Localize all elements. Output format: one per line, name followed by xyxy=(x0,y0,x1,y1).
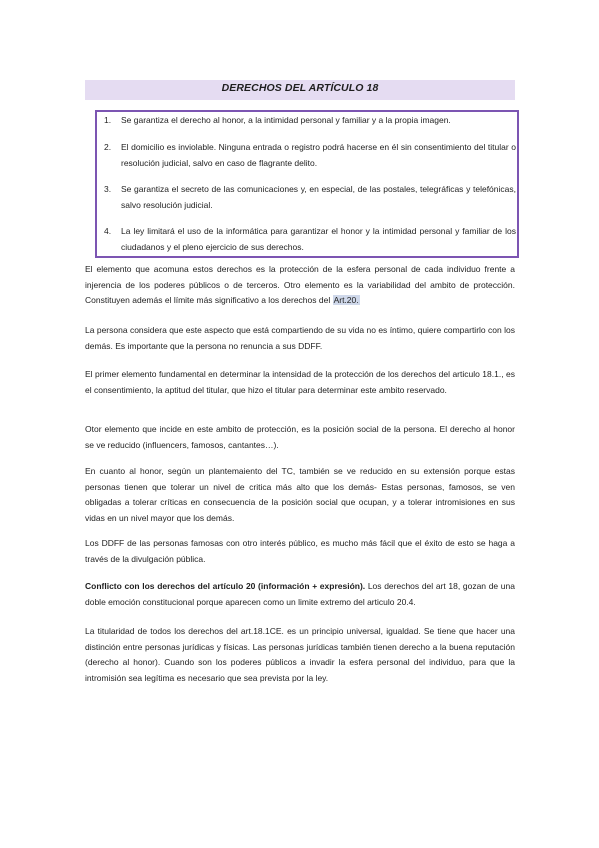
conflict-heading: Conflicto con los derechos del artículo 20 (información + expresión). xyxy=(85,581,366,591)
paragraph-social-position: Otor elemento que incide en este ambito de protección, es la posición social de la persona. El derecho al honor se ve reducido (influencers, famosos, cantantes…). xyxy=(85,424,515,450)
paragraph-consent: El primer elemento fundamental en determinar la intensidad de la protección de los derechos del articulo 18.1., es el consentimiento, la aptitud del titular, que hizo el titular para determinar este ambito reservado. xyxy=(85,369,515,395)
paragraph-honor: En cuanto al honor, según un plantemaiento del TC, también se ve reducido en su extensión porque estas personas tienen que tolerar un nivel de critica más alto que los demás- Estas personas, famosos, se ven obligadas a tolerar críticas en consecuencia de la posición social que ocupan, y a tolerar intromisiones en sus vidas en un nivel mayor que los demás. xyxy=(85,466,515,523)
list-item-text: El domicilio es inviolable. Ninguna entrada o registro podrá hacerse en él sin consentimiento del titular o resolución judicial, salvo en caso de flagrante delito. xyxy=(121,142,516,168)
list-item-number: 3. xyxy=(104,184,112,194)
conflict-text: Los derechos del art 18, gozan de una doble emoción constitucional porque aparecen como un limite extremo del articulo 20.4. xyxy=(85,581,515,607)
paragraph-common-element xyxy=(85,262,515,309)
page-title: DERECHOS DEL ARTÍCULO 18 xyxy=(221,82,379,94)
list-item-number: 4. xyxy=(104,226,112,236)
paragraph-sharing: La persona considera que este aspecto que está compartiendo de su vida no es íntimo, quiere compartirlo con los demás. Es importante que la persona no renuncia a sus DDFF. xyxy=(85,325,515,351)
list-item-text: Se garantiza el secreto de las comunicaciones y, en especial, de las postales, telegráficas y telefónicas, salvo resolución judicial. xyxy=(121,184,516,210)
paragraph-conflict xyxy=(85,579,515,610)
list-item-text: Se garantiza el derecho al honor, a la intimidad personal y familiar y a la propia imagen. xyxy=(121,115,451,125)
paragraph-ownership: La titularidad de todos los derechos del art.18.1CE. es un principio universal, igualdad. Se tiene que hacer una distinción entre personas jurídicas y físicas. Las personas jurídicas también tienen derecho a la buena reputación (derecho al honor). Cuando son los poderes públicos a invadir la esfera personal del individuo, para que la intromisión sea legítima es necesario que sea prevista por la ley. xyxy=(85,626,515,683)
list-item-text: La ley limitará el uso de la informática para garantizar el honor y la intimidad personal y familiar de los ciudadanos y el pleno ejercicio de sus derechos. xyxy=(121,226,516,252)
list-item-number: 1. xyxy=(104,115,112,125)
list-item-number: 2. xyxy=(104,142,112,152)
highlighted-reference: Art.20. xyxy=(333,295,359,306)
paragraph-text: El elemento que acomuna estos derechos es la protección de la esfera personal de cada individuo frente a injerencia de los poderes públicos o de terceros. Otro elemento es la variabilidad del ambito de protección. Constituyen además el límite más significativo a los derechos del xyxy=(85,264,515,306)
paragraph-famous-persons: Los DDFF de las personas famosas con otro interés público, es mucho más fácil que el éxito de esto se haga a través de la divulgación pública. xyxy=(85,538,515,564)
